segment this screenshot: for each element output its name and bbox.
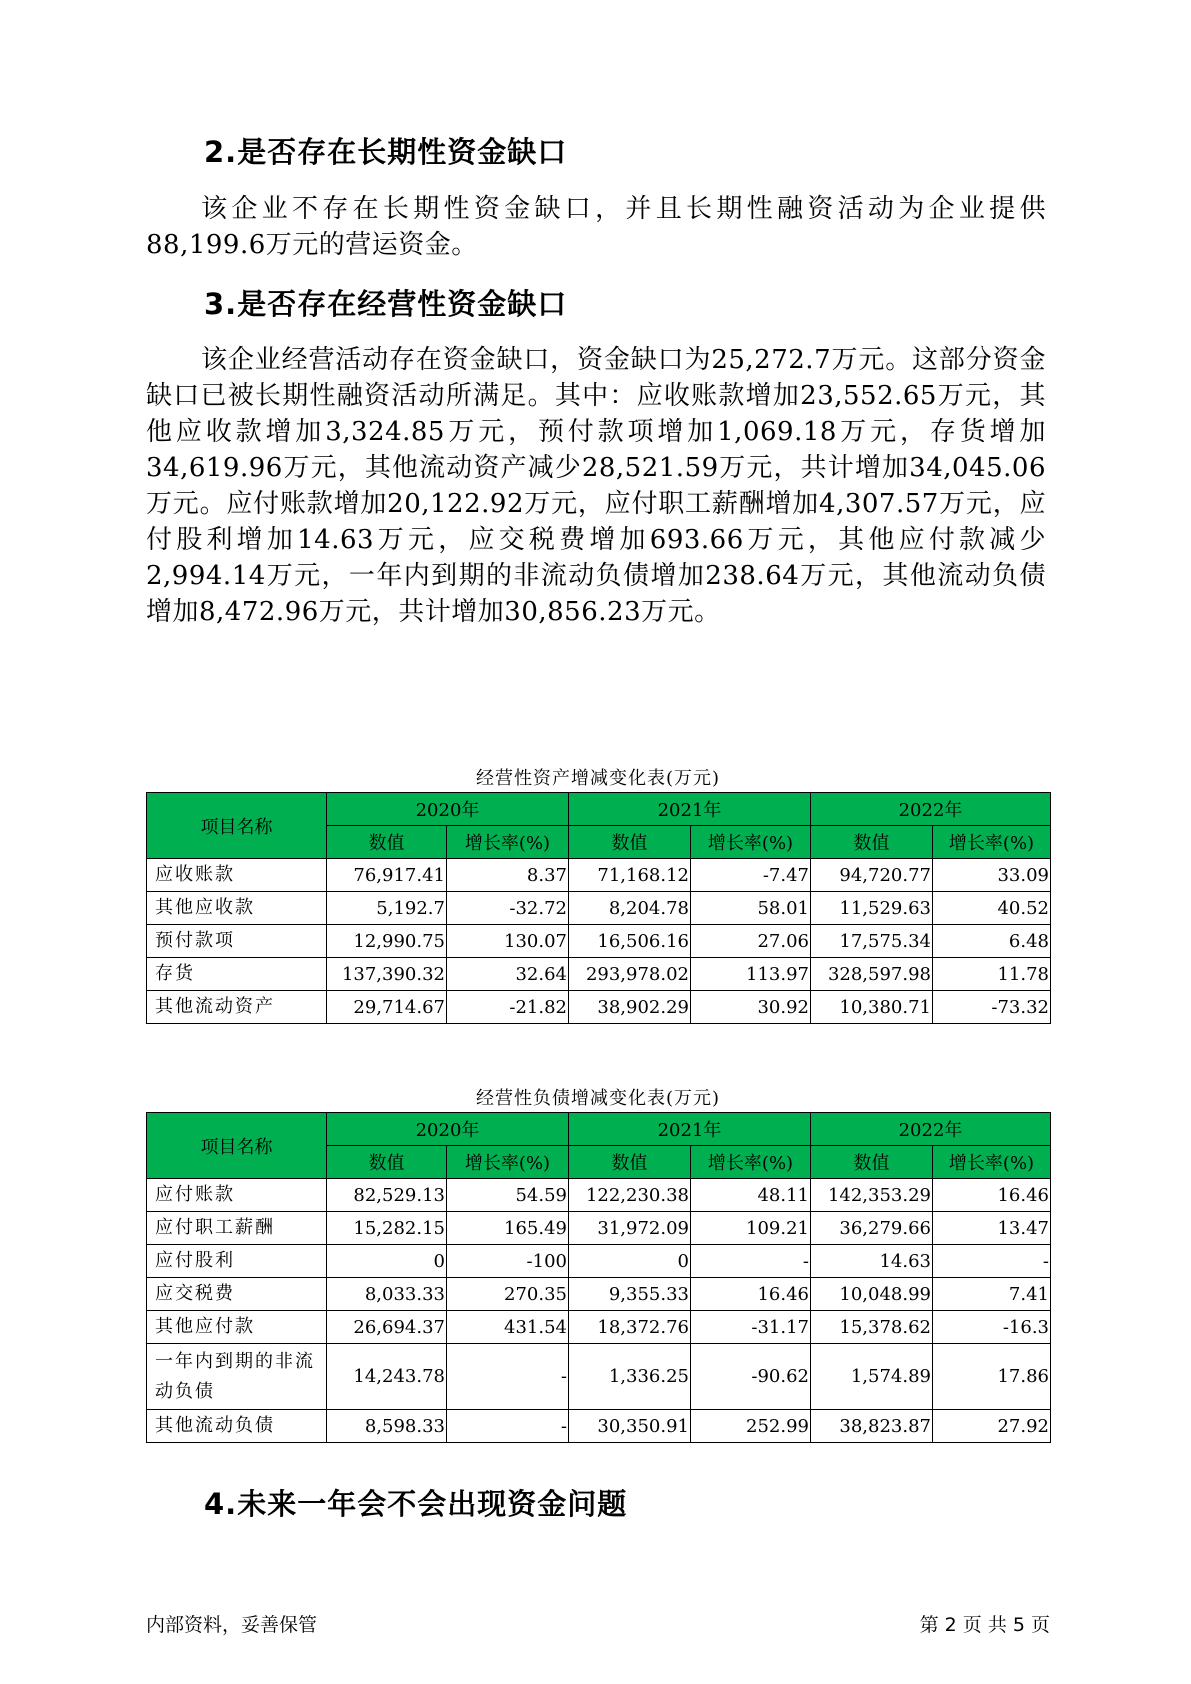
header-value: 数值 — [569, 826, 691, 859]
row-item-name: 一年内到期的非流动负债 — [147, 1344, 327, 1410]
table-row — [147, 1410, 1051, 1443]
value-cell: 38,902.29 — [569, 991, 691, 1024]
value-cell: 36,279.66 — [811, 1212, 933, 1245]
header-item-name: 项目名称 — [147, 1113, 327, 1179]
value-cell: 38,823.87 — [811, 1410, 933, 1443]
table-row — [147, 925, 1051, 958]
value-cell: 122,230.38 — [569, 1179, 691, 1212]
growth-rate-cell: -16.3 — [933, 1311, 1051, 1344]
row-item-name: 应付账款 — [147, 1179, 327, 1212]
growth-rate-cell: 165.49 — [447, 1212, 569, 1245]
value-cell: 8,033.33 — [327, 1278, 447, 1311]
growth-rate-cell: 16.46 — [691, 1278, 811, 1311]
growth-rate-cell: -73.32 — [933, 991, 1051, 1024]
growth-rate-cell: -100 — [447, 1245, 569, 1278]
value-cell: 0 — [327, 1245, 447, 1278]
section-heading-next-year: 4.未来一年会不会出现资金问题 — [204, 1487, 628, 1521]
row-item-name: 存货 — [147, 958, 327, 991]
table-row — [147, 1278, 1051, 1311]
section-heading-operating-gap: 3.是否存在经营性资金缺口 — [204, 287, 568, 321]
header-value: 数值 — [327, 1146, 447, 1179]
value-cell: 12,990.75 — [327, 925, 447, 958]
header-year-2022: 2022年 — [811, 793, 1051, 826]
value-cell: 15,282.15 — [327, 1212, 447, 1245]
value-cell: 17,575.34 — [811, 925, 933, 958]
value-cell: 18,372.76 — [569, 1311, 691, 1344]
value-cell: 30,350.91 — [569, 1410, 691, 1443]
growth-rate-cell: 270.35 — [447, 1278, 569, 1311]
table-row — [147, 1344, 1051, 1410]
value-cell: 29,714.67 — [327, 991, 447, 1024]
asset-table-caption: 经营性资产增减变化表(万元) — [475, 768, 721, 789]
growth-rate-cell: 7.41 — [933, 1278, 1051, 1311]
growth-rate-cell: - — [447, 1344, 569, 1410]
value-cell: 137,390.32 — [327, 958, 447, 991]
table-row — [147, 1245, 1051, 1278]
growth-rate-cell: -31.17 — [691, 1311, 811, 1344]
growth-rate-cell: 33.09 — [933, 859, 1051, 892]
value-cell: 142,353.29 — [811, 1179, 933, 1212]
value-cell: 328,597.98 — [811, 958, 933, 991]
value-cell: 5,192.7 — [327, 892, 447, 925]
growth-rate-cell: -32.72 — [447, 892, 569, 925]
row-item-name: 应付职工薪酬 — [147, 1212, 327, 1245]
row-item-name: 应付股利 — [147, 1245, 327, 1278]
asset-change-table — [146, 792, 1051, 1024]
section-heading-long-term-gap: 2.是否存在长期性资金缺口 — [204, 135, 568, 169]
value-cell: 14,243.78 — [327, 1344, 447, 1410]
growth-rate-cell: 16.46 — [933, 1179, 1051, 1212]
value-cell: 14.63 — [811, 1245, 933, 1278]
header-year-2021: 2021年 — [569, 1113, 811, 1146]
growth-rate-cell: 54.59 — [447, 1179, 569, 1212]
row-item-name: 应收账款 — [147, 859, 327, 892]
header-year-2022: 2022年 — [811, 1113, 1051, 1146]
value-cell: 31,972.09 — [569, 1212, 691, 1245]
header-growth-rate: 增长率(%) — [933, 826, 1051, 859]
growth-rate-cell: 58.01 — [691, 892, 811, 925]
growth-rate-cell: 109.21 — [691, 1212, 811, 1245]
value-cell: 15,378.62 — [811, 1311, 933, 1344]
value-cell: 8,598.33 — [327, 1410, 447, 1443]
table-row — [147, 958, 1051, 991]
growth-rate-cell: 32.64 — [447, 958, 569, 991]
footer-page-number: 第 2 页 共 5 页 — [919, 1614, 1050, 1636]
growth-rate-cell: 252.99 — [691, 1410, 811, 1443]
value-cell: 10,380.71 — [811, 991, 933, 1024]
growth-rate-cell: 13.47 — [933, 1212, 1051, 1245]
growth-rate-cell: 30.92 — [691, 991, 811, 1024]
growth-rate-cell: 130.07 — [447, 925, 569, 958]
header-value: 数值 — [811, 826, 933, 859]
growth-rate-cell: 8.37 — [447, 859, 569, 892]
header-value: 数值 — [327, 826, 447, 859]
value-cell: 26,694.37 — [327, 1311, 447, 1344]
value-cell: 94,720.77 — [811, 859, 933, 892]
growth-rate-cell: 27.06 — [691, 925, 811, 958]
table-row — [147, 1212, 1051, 1245]
footer-confidential-note: 内部资料，妥善保管 — [146, 1614, 318, 1636]
row-item-name: 其他应收款 — [147, 892, 327, 925]
value-cell: 1,336.25 — [569, 1344, 691, 1410]
value-cell: 71,168.12 — [569, 859, 691, 892]
growth-rate-cell: 27.92 — [933, 1410, 1051, 1443]
row-item-name: 其他流动负债 — [147, 1410, 327, 1443]
header-value: 数值 — [811, 1146, 933, 1179]
row-item-name: 其他应付款 — [147, 1311, 327, 1344]
growth-rate-cell: 6.48 — [933, 925, 1051, 958]
value-cell: 1,574.89 — [811, 1344, 933, 1410]
header-growth-rate: 增长率(%) — [691, 1146, 811, 1179]
header-year-2021: 2021年 — [569, 793, 811, 826]
value-cell: 82,529.13 — [327, 1179, 447, 1212]
header-item-name: 项目名称 — [147, 793, 327, 859]
value-cell: 8,204.78 — [569, 892, 691, 925]
growth-rate-cell: - — [447, 1410, 569, 1443]
growth-rate-cell: -7.47 — [691, 859, 811, 892]
table-row — [147, 892, 1051, 925]
growth-rate-cell: 113.97 — [691, 958, 811, 991]
header-growth-rate: 增长率(%) — [447, 1146, 569, 1179]
header-growth-rate: 增长率(%) — [447, 826, 569, 859]
growth-rate-cell: 11.78 — [933, 958, 1051, 991]
paragraph-operating-gap: 该企业经营活动存在资金缺口，资金缺口为25,272.7万元。这部分资金缺口已被长期性融资活动所满足。其中：应收账款增加23,552.65万元，其他应收款增加3,324.85万元，预付款项增加1,069.18万元，存货增加34,619.96万元，其他流动资产减少28,521.59万元，共计增加34,045.06万元。应付账款增加20,122.92万元，应付职工薪酬增加4,307.57万元，应付股利增加14.63万元，应交税费增加693.66万元，其他应付款减少2,994.14万元，一年内到期的非流动负债增加238.64万元，其他流动负债增加8,472.96万元，共计增加30,856.23万元。 — [146, 345, 1046, 627]
table-row — [147, 859, 1051, 892]
header-value: 数值 — [569, 1146, 691, 1179]
growth-rate-cell: 40.52 — [933, 892, 1051, 925]
value-cell: 0 — [569, 1245, 691, 1278]
value-cell: 293,978.02 — [569, 958, 691, 991]
liability-change-table — [146, 1112, 1051, 1443]
growth-rate-cell: 17.86 — [933, 1344, 1051, 1410]
value-cell: 9,355.33 — [569, 1278, 691, 1311]
value-cell: 11,529.63 — [811, 892, 933, 925]
value-cell: 10,048.99 — [811, 1278, 933, 1311]
table-row — [147, 1311, 1051, 1344]
growth-rate-cell: - — [691, 1245, 811, 1278]
row-item-name: 其他流动资产 — [147, 991, 327, 1024]
paragraph-long-term-gap: 该企业不存在长期性资金缺口，并且长期性融资活动为企业提供88,199.6万元的营运资金。 — [146, 194, 1046, 260]
header-growth-rate: 增长率(%) — [933, 1146, 1051, 1179]
growth-rate-cell: 431.54 — [447, 1311, 569, 1344]
header-year-2020: 2020年 — [327, 1113, 569, 1146]
growth-rate-cell: -90.62 — [691, 1344, 811, 1410]
growth-rate-cell: -21.82 — [447, 991, 569, 1024]
table-row — [147, 1179, 1051, 1212]
growth-rate-cell: - — [933, 1245, 1051, 1278]
growth-rate-cell: 48.11 — [691, 1179, 811, 1212]
value-cell: 16,506.16 — [569, 925, 691, 958]
liability-table-caption: 经营性负债增减变化表(万元) — [475, 1088, 721, 1109]
table-row — [147, 991, 1051, 1024]
row-item-name: 预付款项 — [147, 925, 327, 958]
header-growth-rate: 增长率(%) — [691, 826, 811, 859]
value-cell: 76,917.41 — [327, 859, 447, 892]
row-item-name: 应交税费 — [147, 1278, 327, 1311]
header-year-2020: 2020年 — [327, 793, 569, 826]
